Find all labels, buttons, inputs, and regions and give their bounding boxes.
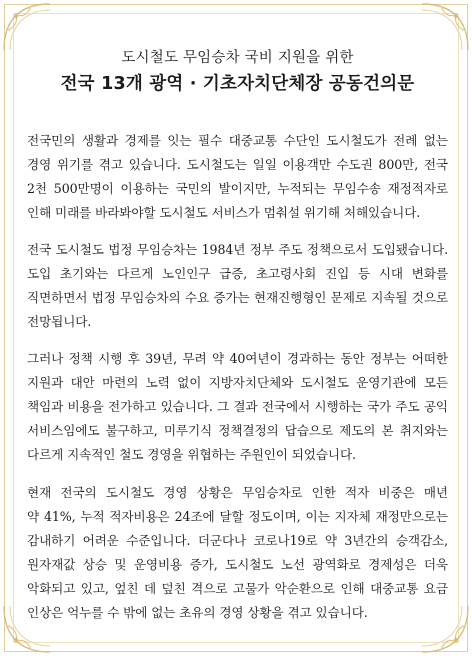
paragraph-line: 전망됩니다.: [27, 314, 92, 329]
paragraph-line: 2천 500만명이 이용하는 국민의 발이지만, 누적되는 무임수송 재정적자로: [27, 181, 448, 196]
paragraph-line: 전국 도시철도 법정 무임승차는 1984년 정부 주도 정책으로서 도입됐습니다.: [27, 242, 448, 257]
paragraph-line: 도입 초기와는 다르게 노인인구 급증, 초고령사회 진입 등 시대 변화를: [27, 266, 448, 281]
paragraph-line: 직면하면서 법정 무임승차의 수요 증가는 현재진행형인 문제로 지속될 것으로: [27, 290, 448, 305]
paragraph-line: 인상은 억누를 수 밖에 없는 초유의 경영 상황을 겪고 있습니다.: [27, 605, 368, 620]
document-subtitle: 도시철도 무임승차 국비 지원을 위한: [121, 50, 354, 66]
paragraph-line: 지원과 대안 마련의 노력 없이 지방자치단체와 도시철도 운영기관에 모든: [27, 375, 448, 390]
paragraph-1: [27, 129, 448, 225]
document-title: 전국 13개 광역 · 기초자치단체장 공동건의문: [60, 74, 415, 94]
paragraph-line: 감내하기 어려운 수준입니다. 더군다나 코로나19로 약 3년간의 승객감소,: [27, 533, 448, 548]
paragraph-line: 그러나 정책 시행 후 39년, 무려 약 40여년이 경과하는 동안 정부는 어떠한: [27, 351, 448, 366]
paragraph-line: 인해 미래를 바라봐야할 도시철도 서비스가 멈춰설 위기해 처해있습니다.: [27, 205, 421, 220]
paragraph-line: 전국민의 생활과 경제를 잇는 필수 대중교통 수단인 도시철도가 전례 없는: [27, 133, 448, 148]
paragraph-line: 약 41%, 누적 적자비용은 24조에 달할 정도이며, 이는 지자체 재정만으로는: [27, 509, 448, 524]
paragraph-2: [27, 238, 448, 334]
paragraph-line: 서비스임에도 불구하고, 미루기식 정책결정의 답습으로 제도의 본 취지와는: [27, 423, 448, 438]
paragraph-4: [27, 481, 448, 625]
paragraph-line: 경영 위기를 겪고 있습니다. 도시철도는 일일 이용객만 수도권 800만, 전국: [27, 157, 448, 172]
paragraph-line: 다르게 지속적인 철도 경영을 위협하는 주원인이 되었습니다.: [27, 447, 356, 462]
paragraph-line: 현재 전국의 도시철도 경영 상황은 무임승차로 인한 적자 비중은 매년: [27, 485, 448, 500]
paragraph-line: 원자재값 상승 및 운영비용 증가, 도시철도 노선 광역화로 경제성은 더욱: [27, 557, 448, 572]
paragraph-line: 악화되고 있고, 엎친 데 덮친 격으로 고물가 악순환으로 인해 대중교통 요금: [27, 581, 448, 596]
paragraph-3: [27, 347, 448, 467]
paragraph-line: 책임과 비용을 전가하고 있습니다. 그 결과 전국에서 시행하는 국가 주도 공익: [27, 399, 448, 414]
